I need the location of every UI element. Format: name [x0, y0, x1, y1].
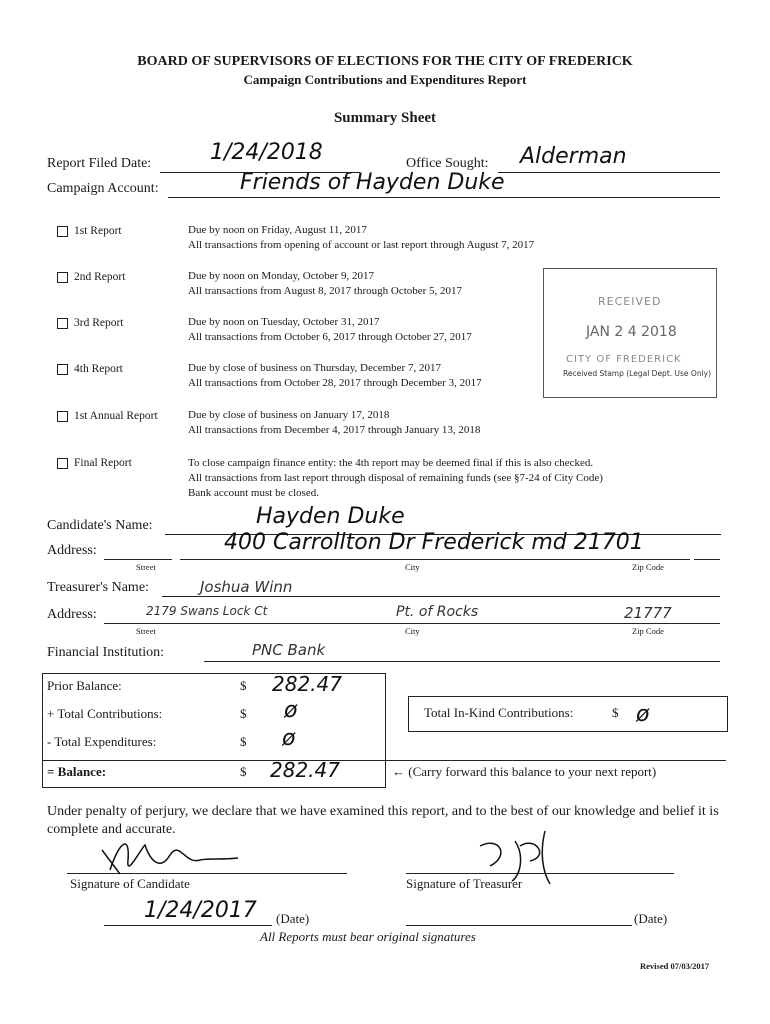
stamp-received: RECEIVED — [598, 295, 662, 308]
treasurer-zip-caption: Zip Code — [632, 626, 664, 636]
financial-institution-value[interactable]: PNC Bank — [252, 641, 326, 659]
report-option-4th[interactable]: 4th Report — [57, 363, 123, 375]
revised-date: Revised 07/03/2017 — [640, 961, 710, 971]
carry-forward-note: ← (Carry forward this balance to your next report) — [392, 764, 657, 779]
stamp-date: JAN 2 4 2018 — [586, 324, 677, 340]
report-desc-3rd: Due by noon on Tuesday, October 31, 2017 All transactions from October 6, 2017 through October 27, 2017 — [188, 316, 472, 343]
summary-sheet-title: Summary Sheet — [333, 110, 437, 126]
checkbox-icon[interactable] — [57, 272, 68, 283]
report-option-3rd[interactable]: 3rd Report — [57, 317, 124, 329]
candidate-name-label: Candidate's Name: — [47, 518, 153, 533]
candidate-address-value[interactable]: 400 Carrollton Dr Frederick md 21701 — [224, 530, 644, 555]
prior-balance-value[interactable]: 282.47 — [272, 672, 342, 696]
candidate-street-line-a — [104, 559, 172, 560]
report-filed-date-label: Report Filed Date: — [47, 156, 152, 171]
candidate-street-line-b — [180, 559, 690, 560]
candidate-date-label: (Date) — [276, 911, 310, 926]
checkbox-icon[interactable] — [57, 318, 68, 329]
report-desc-annual: Due by close of business on January 17, 2018 All transactions from December 4, 2017 through January 13, 2018 — [188, 409, 481, 436]
total-contributions-currency: $ — [240, 706, 247, 721]
inkind-value[interactable]: ø — [636, 702, 650, 727]
checkbox-icon[interactable] — [57, 411, 68, 422]
treasurer-zip-value[interactable]: 21777 — [624, 604, 672, 622]
campaign-account-value[interactable]: Friends of Hayden Duke — [240, 170, 505, 195]
balance-currency: $ — [240, 764, 247, 779]
treasurer-street-caption: Street — [136, 626, 156, 636]
total-contributions-value[interactable]: ø — [284, 698, 298, 723]
report-filed-date-value[interactable]: 1/24/2018 — [210, 140, 323, 165]
treasurer-name-label: Treasurer's Name: — [47, 580, 149, 595]
prior-balance-label: Prior Balance: — [47, 678, 122, 693]
original-signatures-note: All Reports must bear original signatures — [260, 929, 476, 944]
campaign-account-label: Campaign Account: — [47, 181, 159, 196]
treasurer-city-caption: City — [405, 626, 420, 636]
report-desc-2nd: Due by noon on Monday, October 9, 2017 All transactions from August 8, 2017 through October 5, 2017 — [188, 270, 463, 297]
total-expenditures-currency: $ — [240, 734, 247, 749]
total-contributions-label: + Total Contributions: — [47, 706, 163, 721]
candidate-zip-caption: Zip Code — [632, 562, 664, 572]
balance-label: = Balance: — [47, 764, 107, 779]
perjury-statement: Under penalty of perjury, we declare that we have examined this report, and to the best of our knowledge and belief it is complete and accurate. — [47, 804, 719, 837]
financial-institution-label: Financial Institution: — [47, 645, 165, 660]
candidate-street-caption: Street — [136, 562, 156, 572]
treasurer-address-label: Address: — [47, 607, 97, 622]
candidate-address-label: Address: — [47, 543, 97, 558]
report-option-1st[interactable]: 1st Report — [57, 225, 122, 237]
candidate-zip-line — [694, 559, 720, 560]
office-sought-label: Office Sought: — [406, 156, 489, 171]
candidate-date-line — [104, 925, 272, 926]
treasurer-date-label: (Date) — [634, 911, 668, 926]
checkbox-icon[interactable] — [57, 226, 68, 237]
carry-line — [384, 760, 726, 761]
treasurer-signature-label: Signature of Treasurer — [406, 876, 523, 891]
report-option-final[interactable]: Final Report — [57, 457, 132, 469]
prior-balance-currency: $ — [240, 678, 247, 693]
candidate-city-caption: City — [405, 562, 420, 572]
report-option-2nd[interactable]: 2nd Report — [57, 271, 125, 283]
candidate-date-value[interactable]: 1/24/2017 — [144, 898, 257, 923]
report-desc-final: To close campaign finance entity: the 4th report may be deemed final if this is also checked. All transactions from last report through disposal of remaining funds (see §7-24 of City Code) Bank account must be closed. — [188, 457, 603, 499]
report-title: Campaign Contributions and Expenditures Report — [243, 72, 527, 87]
total-expenditures-value[interactable]: ø — [282, 726, 296, 751]
report-desc-1st: Due by noon on Friday, August 11, 2017 All transactions from opening of account or last report through August 7, 2017 — [188, 224, 535, 251]
treasurer-city-value[interactable]: Pt. of Rocks — [396, 604, 479, 620]
candidate-name-value[interactable]: Hayden Duke — [256, 504, 405, 529]
treasurer-street-value[interactable]: 2179 Swans Lock Ct — [146, 604, 268, 618]
treasurer-name-line — [162, 596, 720, 597]
stamp-caption: Received Stamp (Legal Dept. Use Only) — [563, 369, 712, 378]
candidate-signature-label: Signature of Candidate — [70, 876, 190, 891]
report-desc-4th: Due by close of business on Thursday, December 7, 2017 All transactions from October 28, 2017 through December 3, 2017 — [188, 362, 482, 389]
candidate-signature — [90, 830, 250, 882]
campaign-account-line — [168, 197, 720, 198]
total-expenditures-label: - Total Expenditures: — [47, 734, 157, 749]
inkind-currency: $ — [612, 705, 619, 720]
stamp-city: CITY OF FREDERICK — [566, 354, 682, 365]
treasurer-date-line — [406, 925, 632, 926]
office-sought-line — [498, 172, 720, 173]
report-option-annual[interactable]: 1st Annual Report — [57, 410, 158, 422]
financial-institution-line — [204, 661, 720, 662]
board-title: BOARD OF SUPERVISORS OF ELECTIONS FOR THE CITY OF FREDERICK — [137, 54, 633, 69]
office-sought-value[interactable]: Alderman — [520, 144, 627, 169]
checkbox-icon[interactable] — [57, 364, 68, 375]
checkbox-icon[interactable] — [57, 458, 68, 469]
treasurer-name-value[interactable]: Joshua Winn — [200, 578, 293, 596]
inkind-label: Total In-Kind Contributions: — [424, 705, 574, 720]
balance-value[interactable]: 282.47 — [270, 758, 340, 782]
treasurer-address-line — [104, 623, 720, 624]
